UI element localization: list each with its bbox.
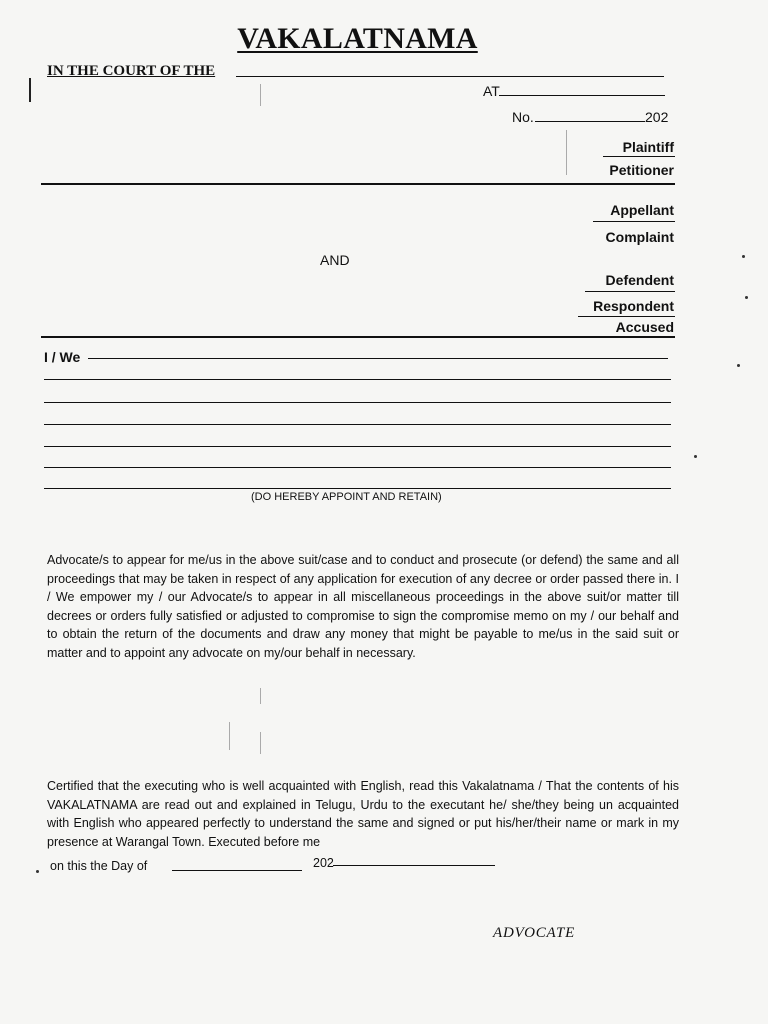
scan-dot (742, 255, 745, 258)
case-no-label: No. (512, 109, 534, 125)
role-defendent: Defendent (605, 272, 674, 288)
court-name-line[interactable] (236, 76, 664, 77)
client-name-line[interactable] (44, 467, 671, 468)
scan-dot (745, 296, 748, 299)
execution-year-line[interactable] (333, 865, 495, 866)
iwe-label: I / We (44, 349, 81, 365)
appoint-label: (DO HEREBY APPOINT AND RETAIN) (251, 491, 442, 503)
client-name-line[interactable] (88, 358, 668, 359)
certification-paragraph: Certified that the executing who is well acquainted with English, read this Vakalatnama / That the contents of his VAKALATNAMA are read out and explained in Telugu, Urdu to the executant he/ she/they being un acquainted with English who appeared perfectly to understand the same and signed or put his/her/their name or mark in my presence at Warangal Town. Executed before me (47, 779, 679, 849)
advocate-signature-label: ADVOCATE (493, 925, 576, 941)
client-name-line[interactable] (44, 488, 671, 489)
scan-dot (36, 870, 39, 873)
scan-mark (260, 732, 261, 754)
at-place-line[interactable] (499, 95, 665, 96)
role-divider (603, 156, 675, 157)
role-complaint: Complaint (605, 229, 674, 245)
role-divider (593, 221, 675, 222)
role-accused: Accused (615, 319, 674, 335)
court-label: IN THE COURT OF THE (47, 63, 216, 79)
scan-mark (260, 688, 261, 704)
role-divider (585, 291, 675, 292)
scan-mark (566, 130, 567, 175)
role-plaintiff: Plaintiff (622, 139, 674, 155)
scan-mark (229, 722, 230, 750)
at-label: AT (483, 83, 500, 99)
client-name-line[interactable] (44, 424, 671, 425)
and-label: AND (320, 252, 350, 268)
case-no-line[interactable] (535, 121, 645, 122)
client-name-line[interactable] (44, 402, 671, 403)
execution-day-line[interactable] (172, 870, 302, 871)
role-divider (578, 316, 675, 317)
defendant-name-line[interactable] (41, 336, 675, 338)
client-name-line[interactable] (44, 379, 671, 380)
scan-dot (694, 455, 697, 458)
scan-mark (260, 84, 261, 106)
case-year-label: 202 (645, 109, 669, 125)
document-title: VAKALATNAMA (237, 22, 478, 55)
role-respondent: Respondent (593, 298, 674, 314)
client-name-line[interactable] (44, 446, 671, 447)
role-petitioner: Petitioner (609, 162, 674, 178)
execution-year-label: 202 (313, 856, 334, 870)
role-appellant: Appellant (610, 202, 674, 218)
scan-dot (737, 364, 740, 367)
day-of-label: on this the Day of (50, 859, 148, 873)
scan-mark (29, 78, 31, 102)
plaintiff-name-line[interactable] (41, 183, 675, 185)
authority-paragraph: Advocate/s to appear for me/us in the above suit/case and to conduct and prosecute (or defend) the same and all proceedings that may be taken in respect of any application for execution of any decree or order passed there in. I / We empower my / our Advocate/s to appear in all miscellaneous proceedings in the above suit/or matter till decrees or orders fully satisfied or adjusted to compromise to sign the compromise memo on my / our behalf and to obtain the return of the documents and draw any money that might be payable to me/us in the said suit or matter and to appoint any advocate on my/our behalf in necessary. (47, 553, 679, 660)
